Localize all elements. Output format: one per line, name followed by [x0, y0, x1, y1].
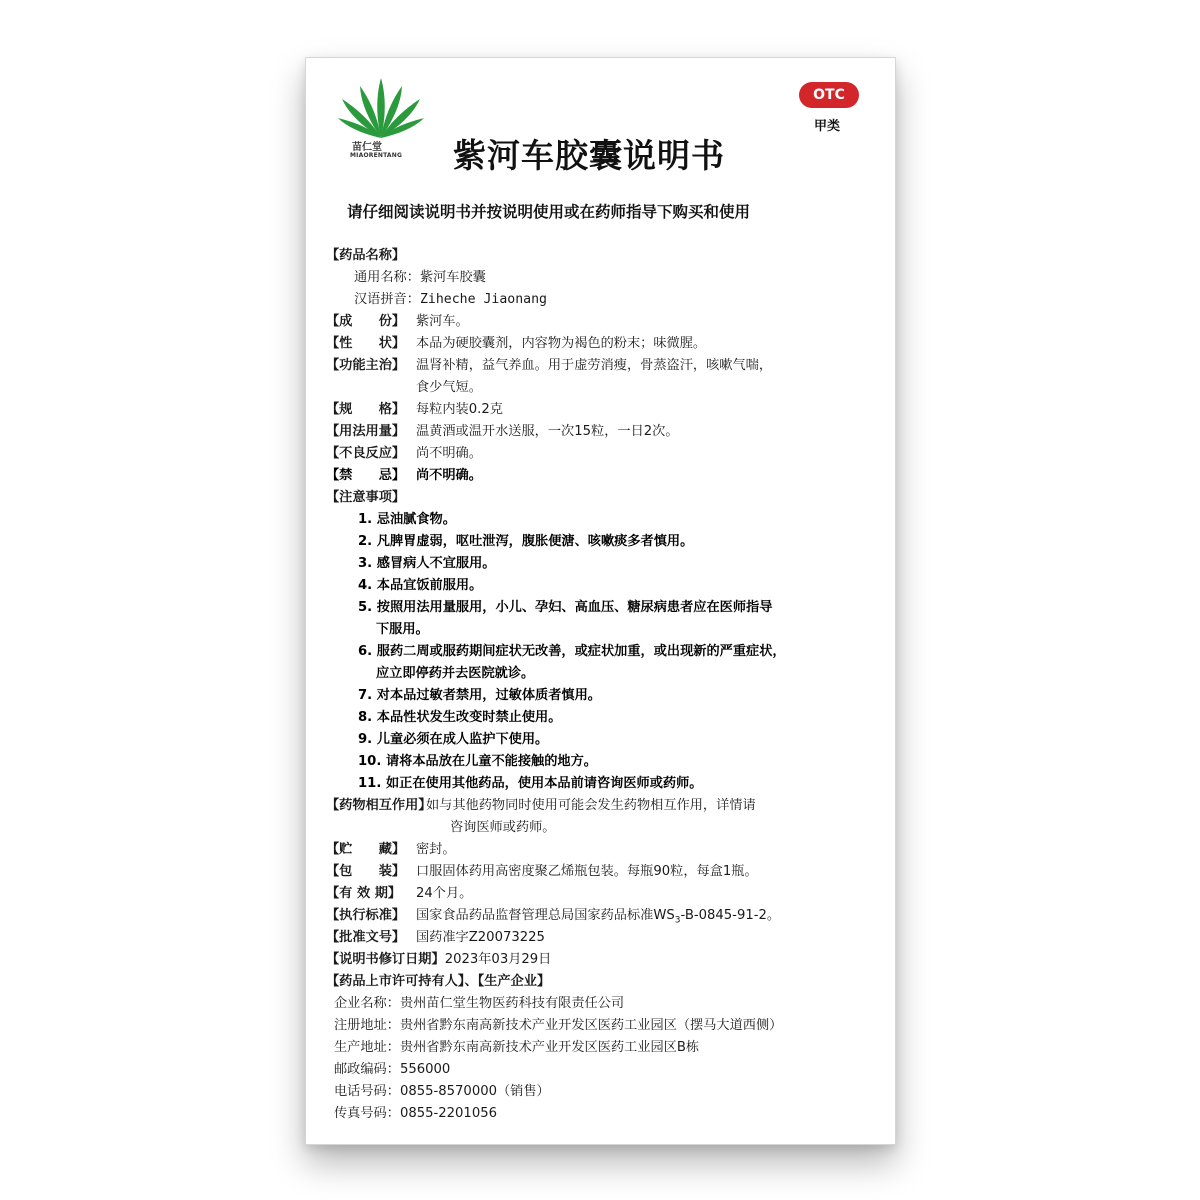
company-row: [326, 994, 624, 1013]
standard-row: [326, 906, 780, 931]
pinyin-value: Ziheche Jiaonang: [419, 292, 547, 307]
ingredients-row: [326, 312, 469, 331]
contraindications-value: 尚不明确。: [416, 468, 482, 483]
precaution-item: 8. 本品性状发生改变时禁止使用。: [358, 710, 562, 725]
reading-notice: 请仔细阅读说明书并按说明使用或在药师指导下购买和使用: [347, 203, 751, 221]
package-value: 口服固体药用高密度聚乙烯瓶包装。每瓶90粒，每盒1瓶。: [416, 864, 758, 879]
phone-row: [326, 1082, 550, 1101]
standard-label: 【执行标准】: [326, 908, 406, 923]
storage-row: [326, 840, 456, 859]
usage-label: 【用法用量】: [326, 424, 406, 439]
reg-address-row: [326, 1016, 782, 1035]
drug-name-heading: 【药品名称】: [326, 248, 406, 263]
precaution-item: 7. 对本品过敏者禁用，过敏体质者慎用。: [358, 688, 601, 703]
brand-name-cn: 苗仁堂: [352, 142, 382, 153]
pinyin-label: 汉语拼音：: [354, 292, 420, 307]
manufacturer-heading: 【药品上市许可持有人】、【生产企业】: [326, 974, 551, 989]
indications-value: 温肾补精，益气养血。用于虚劳消瘦，骨蒸盗汗，咳嗽气喘，: [416, 358, 773, 373]
revision-value: 2023年03月29日: [444, 952, 552, 967]
postcode-row: [326, 1060, 450, 1079]
interactions-value-cont: 咨询医师或药师。: [450, 820, 556, 835]
precaution-item: 4. 本品宜饭前服用。: [358, 578, 483, 593]
specification-row: [326, 400, 503, 419]
storage-value: 密封。: [416, 842, 456, 857]
generic-name-row: [326, 268, 486, 287]
precaution-item: 11. 如正在使用其他药品，使用本品前请咨询医师或药师。: [358, 776, 703, 791]
adverse-row: [326, 444, 482, 463]
validity-value: 24个月。: [416, 886, 473, 901]
revision-row: [326, 950, 551, 969]
postcode-label: 邮政编码：: [334, 1062, 400, 1077]
precaution-item: 3. 感冒病人不宜服用。: [358, 556, 496, 571]
postcode-value: 556000: [399, 1062, 451, 1077]
standard-value-end: -B-0845-91-2。: [680, 908, 781, 923]
pinyin-row: [326, 290, 547, 309]
prod-address-row: [326, 1038, 699, 1057]
otc-class-label: 甲类: [814, 119, 841, 134]
brand-name-en: MIAORENTANG: [350, 152, 403, 159]
precaution-item: 2. 凡脾胃虚弱，呕吐泄泻，腹胀便溏、咳嗽痰多者慎用。: [358, 534, 694, 549]
company-label: 企业名称：: [334, 996, 400, 1011]
standard-value: 国家食品药品监督管理总局国家药品标准WS: [416, 908, 675, 923]
company-value: 贵州苗仁堂生物医药科技有限责任公司: [399, 996, 625, 1011]
package-label: 【包 装】: [326, 864, 406, 879]
fax-value: 0855-2201056: [399, 1106, 497, 1121]
precaution-item: 9. 儿童必须在成人监护下使用。: [358, 732, 549, 747]
reg-address-value: 贵州省黔东南高新技术产业开发区医药工业园区（摆马大道西侧）: [399, 1018, 783, 1033]
validity-row: [326, 884, 472, 903]
generic-name-value: 紫河车胶囊: [419, 270, 486, 285]
contraindications-label: 【禁 忌】: [326, 468, 406, 483]
interactions-row: [326, 796, 756, 815]
precaution-item-cont: 下服用。: [376, 622, 429, 637]
ingredients-value: 紫河车。: [416, 314, 469, 329]
character-row: [326, 334, 706, 353]
approval-row: [326, 928, 545, 947]
indications-value-cont: 食少气短。: [416, 380, 482, 395]
instruction-sheet: [305, 57, 896, 1145]
precaution-item-cont: 应立即停药并去医院就诊。: [376, 666, 535, 681]
interactions-label: 【药物相互作用】: [326, 798, 432, 813]
adverse-label: 【不良反应】: [326, 446, 406, 461]
phone-value: 0855-8570000（销售）: [399, 1084, 550, 1099]
page-title: 紫河车胶囊说明书: [453, 136, 725, 175]
specification-value: 每粒内装0.2克: [416, 402, 503, 417]
reg-address-label: 注册地址：: [334, 1018, 400, 1033]
ingredients-label: 【成 份】: [326, 314, 406, 329]
usage-row: [326, 422, 679, 441]
otc-badge: OTC: [799, 82, 859, 108]
precaution-item: 5. 按照用法用量服用，小儿、孕妇、高血压、糖尿病患者应在医师指导: [358, 600, 773, 615]
storage-label: 【贮 藏】: [326, 842, 406, 857]
revision-label: 【说明书修订日期】: [326, 952, 445, 967]
approval-label: 【批准文号】: [326, 930, 406, 945]
precaution-item: 6. 服药二周或服药期间症状无改善，或症状加重，或出现新的严重症状，: [358, 644, 786, 659]
standard-subscript: 3: [674, 915, 681, 926]
character-label: 【性 状】: [326, 336, 406, 351]
adverse-value: 尚不明确。: [416, 446, 482, 461]
generic-name-label: 通用名称：: [354, 270, 420, 285]
phone-label: 电话号码：: [334, 1084, 400, 1099]
precautions-heading: 【注意事项】: [326, 490, 406, 505]
validity-label: 【有 效 期】: [326, 886, 402, 901]
usage-value: 温黄酒或温开水送服，一次15粒，一日2次。: [416, 424, 679, 439]
fax-label: 传真号码：: [334, 1106, 400, 1121]
specification-label: 【规 格】: [326, 402, 406, 417]
fax-row: [326, 1104, 497, 1123]
approval-value: 国药准字Z20073225: [416, 930, 545, 945]
character-value: 本品为硬胶囊剂，内容物为褐色的粉末；味微腥。: [416, 336, 707, 351]
package-row: [326, 862, 758, 881]
contraindications-row: [326, 466, 482, 485]
precaution-item: 10. 请将本品放在儿童不能接触的地方。: [358, 754, 597, 769]
interactions-value: 如与其他药物同时使用可能会发生药物相互作用，详情请: [426, 798, 756, 813]
prod-address-value: 贵州省黔东南高新技术产业开发区医药工业园区B栋: [399, 1040, 700, 1055]
prod-address-label: 生产地址：: [334, 1040, 400, 1055]
precaution-item: 1. 忌油腻食物。: [358, 512, 456, 527]
indications-row: [326, 356, 772, 375]
indications-label: 【功能主治】: [326, 358, 406, 373]
